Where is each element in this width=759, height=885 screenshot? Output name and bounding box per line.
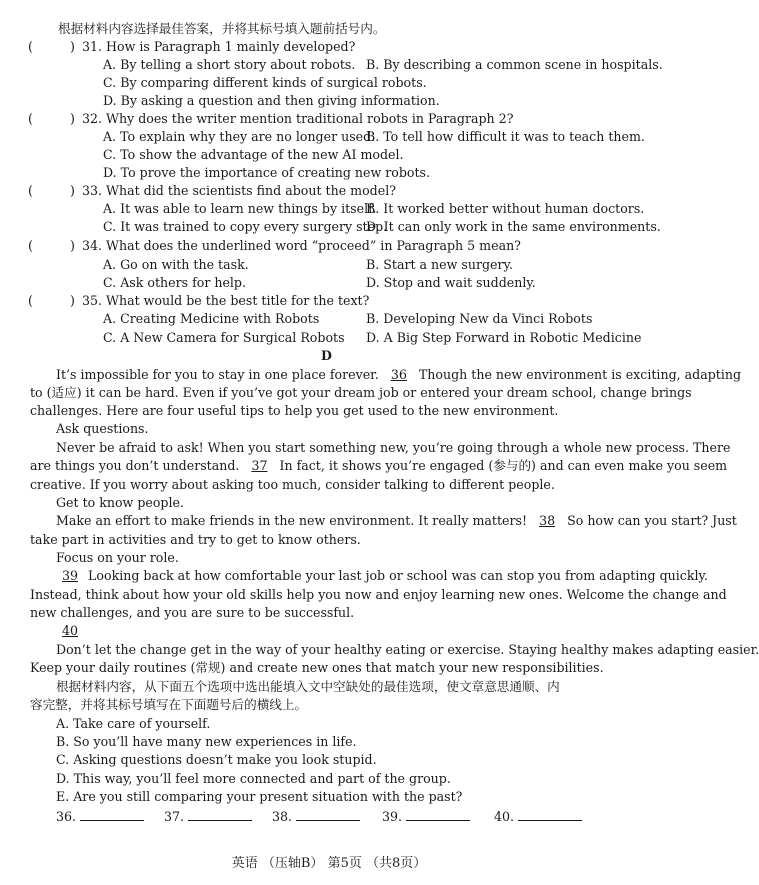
passage-text: new challenges, and you are sure to be successful.: [30, 605, 355, 620]
question-stem: 35. What would be the best title for the text?: [82, 293, 370, 308]
option-b: B. By describing a common scene in hospitals.: [366, 57, 663, 72]
option-b: B. It worked better without human doctors.: [366, 201, 645, 216]
question-33: [0, 182, 658, 200]
answer-number-36: 36.: [56, 809, 77, 824]
instruction-text: 根据材料内容选择最佳答案，并将其标号填入题前括号内。: [58, 21, 386, 36]
option-c: C. Asking questions doesn’t make you look stupid.: [56, 752, 377, 767]
question-31: [0, 38, 658, 56]
answer-bracket-open[interactable]: (: [28, 111, 33, 126]
option-d: D. It can only work in the same environments.: [366, 219, 661, 234]
option-c: C. Ask others for help.: [103, 275, 247, 290]
option-a: A. It was able to learn new things by itself.: [103, 201, 377, 216]
answer-bracket-close: ): [70, 39, 75, 54]
instruction-text: 根据材料内容，从下面五个选项中选出能填入文中空缺处的最佳选项，使文章意思通顺、内: [56, 679, 560, 694]
tip-heading: Focus on your role.: [56, 550, 179, 565]
tip-heading: Ask questions.: [56, 421, 149, 436]
question-stem: 33. What did the scientists find about the model?: [82, 183, 396, 198]
question-stem: 34. What does the underlined word “proceed” in Paragraph 5 mean?: [82, 238, 521, 253]
answer-number-39: 39.: [382, 809, 403, 824]
answer-blank-38[interactable]: [296, 808, 360, 821]
page-footer: 英语 （压轴B） 第5页 （共8页）: [231, 856, 427, 871]
option-c: C. A New Camera for Surgical Robots: [103, 330, 345, 345]
blank-38[interactable]: 38: [539, 513, 556, 528]
passage-text: Though the new environment is exciting, adapting: [418, 367, 742, 382]
question-stem: 32. Why does the writer mention traditional robots in Paragraph 2?: [82, 111, 514, 126]
option-b: B. So you’ll have many new experiences in life.: [56, 734, 357, 749]
answer-bracket-open[interactable]: (: [28, 293, 33, 308]
answer-number-37: 37.: [164, 809, 185, 824]
answer-bracket-close: ): [70, 238, 75, 253]
passage-text: Never be afraid to ask! When you start something new, you’re going through a whole new process. There: [56, 440, 731, 455]
blank-39[interactable]: 39: [62, 568, 79, 583]
passage-text: Keep your daily routines (常规) and create new ones that match your new responsibilities.: [30, 660, 604, 675]
answer-bracket-close: ): [70, 183, 75, 198]
option-d: D. To prove the importance of creating new robots.: [103, 165, 431, 180]
passage-text: Looking back at how comfortable your last job or school was can stop you from adapting quickly.: [88, 568, 708, 583]
option-c: C. By comparing different kinds of surgical robots.: [103, 75, 427, 90]
option-d: D. A Big Step Forward in Robotic Medicine: [366, 330, 642, 345]
passage-text: Don’t let the change get in the way of your healthy eating or exercise. Staying healthy makes adapting easier.: [56, 642, 759, 657]
option-e: E. Are you still comparing your present situation with the past?: [56, 789, 463, 804]
option-d: D. Stop and wait suddenly.: [366, 275, 536, 290]
option-a: A. By telling a short story about robots.: [103, 57, 356, 72]
passage-text: So how can you start? Just: [567, 513, 737, 528]
answer-bracket-open[interactable]: (: [28, 39, 33, 54]
option-a: A. To explain why they are no longer used.: [103, 129, 376, 144]
passage-text: In fact, it shows you’re engaged (参与的) and can even make you seem: [279, 458, 728, 473]
blank-40[interactable]: 40: [62, 623, 79, 638]
option-a: A. Go on with the task.: [103, 257, 249, 272]
passage-text: challenges. Here are four useful tips to help you get used to the new environment.: [30, 403, 559, 418]
answer-row: [0, 808, 658, 826]
answer-bracket-close: ): [70, 111, 75, 126]
instruction-text: 容完整，并将其标号填写在下面题号后的横线上。: [30, 697, 308, 712]
answer-bracket-close: ): [70, 293, 75, 308]
option-a: A. Take care of yourself.: [56, 716, 211, 731]
passage-text: to (适应) it can be hard. Even if you’ve got your dream job or entered your dream school, change brings: [30, 385, 692, 400]
tip-heading: Get to know people.: [56, 495, 184, 510]
passage-text: creative. If you worry about asking too much, consider talking to different people.: [30, 477, 555, 492]
passage-text: It’s impossible for you to stay in one place forever.: [56, 367, 379, 382]
passage-text: take part in activities and try to get to know others.: [30, 532, 361, 547]
option-a: A. Creating Medicine with Robots: [103, 311, 320, 326]
passage-text: are things you don’t understand.: [30, 458, 240, 473]
passage-text: Make an effort to make friends in the new environment. It really matters!: [56, 513, 528, 528]
option-b: B. Start a new surgery.: [366, 257, 513, 272]
answer-number-40: 40.: [494, 809, 515, 824]
option-c: C. It was trained to copy every surgery step.: [103, 219, 388, 234]
answer-blank-40[interactable]: [518, 808, 582, 821]
option-d: D. By asking a question and then giving information.: [103, 93, 440, 108]
section-heading: D: [321, 348, 332, 363]
option-b: B. To tell how difficult it was to teach them.: [366, 129, 645, 144]
blank-37[interactable]: 37: [251, 458, 268, 473]
question-stem: 31. How is Paragraph 1 mainly developed?: [82, 39, 356, 54]
answer-blank-36[interactable]: [80, 808, 144, 821]
option-d: D. This way, you’ll feel more connected and part of the group.: [56, 771, 451, 786]
blank-36[interactable]: 36: [390, 367, 407, 382]
question-34: [0, 237, 658, 255]
question-32: [0, 110, 658, 128]
option-b: B. Developing New da Vinci Robots: [366, 311, 593, 326]
answer-number-38: 38.: [272, 809, 293, 824]
answer-bracket-open[interactable]: (: [28, 183, 33, 198]
answer-bracket-open[interactable]: (: [28, 238, 33, 253]
answer-blank-39[interactable]: [406, 808, 470, 821]
answer-blank-37[interactable]: [188, 808, 252, 821]
question-35: [0, 292, 658, 310]
passage-text: Instead, think about how your old skills help you now and enjoy learning new ones. Welcome the change and: [30, 587, 727, 602]
option-c: C. To show the advantage of the new AI model.: [103, 147, 404, 162]
